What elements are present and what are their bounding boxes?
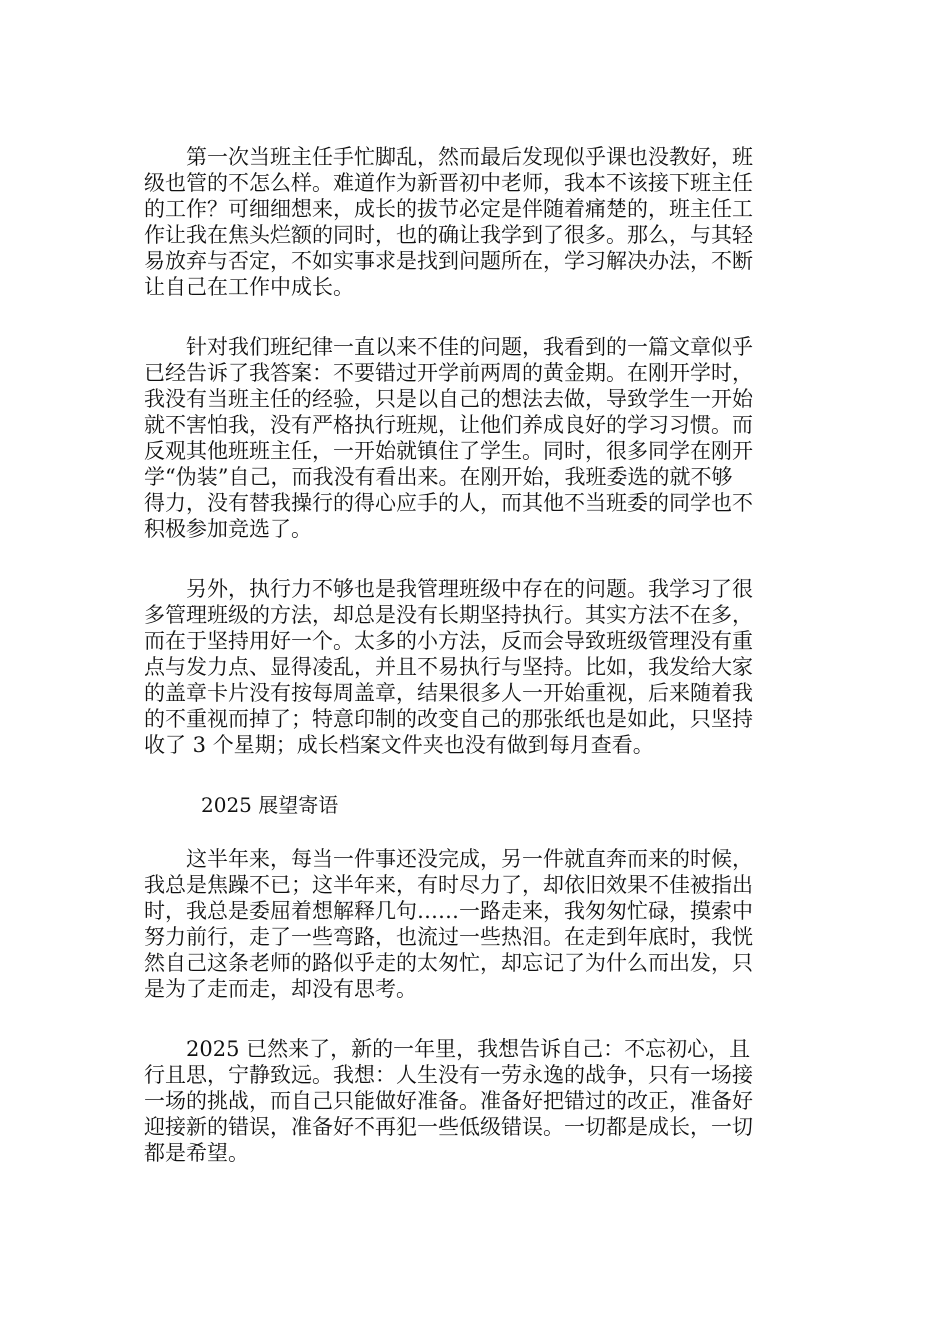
paragraph-line: 我没有当班主任的经验，只是以自己的想法去做，导致学生一开始 [144, 387, 753, 411]
paragraph-line: 都是希望。 [144, 1141, 249, 1165]
paragraph-line: 第一次当班主任手忙脚乱，然而最后发现似乎课也没教好，班 [186, 145, 753, 169]
paragraph-line: 就不害怕我，没有严格执行班规，让他们养成良好的学习习惯。而 [144, 413, 753, 437]
paragraph-line: 得力，没有替我操行的得心应手的人，而其他不当班委的同学也不 [144, 491, 753, 515]
paragraph-line: 是为了走而走，却没有思考。 [144, 977, 417, 1001]
paragraph-line: 而在于坚持用好一个。太多的小方法，反而会导致班级管理没有重 [144, 629, 753, 653]
paragraph-line: 时，我总是委屈着想解释几句……一路走来，我匆匆忙碌，摸索中 [144, 899, 753, 923]
paragraph-line: 级也管的不怎么样。难道作为新晋初中老师，我本不该接下班主任 [144, 171, 753, 195]
paragraph-line: 让自己在工作中成长。 [144, 275, 354, 299]
paragraph-line: 然自己这条老师的路似乎走的太匆忙，却忘记了为什么而出发，只 [144, 951, 753, 975]
paragraph-line: 多管理班级的方法，却总是没有长期坚持执行。其实方法不在多， [144, 603, 753, 627]
paragraph-line: 我总是焦躁不已；这半年来，有时尽力了，却依旧效果不佳被指出 [144, 873, 753, 897]
paragraph-line: 的工作？可细细想来，成长的拔节必定是伴随着痛楚的，班主任工 [144, 197, 753, 221]
paragraph-line: 学“伪装”自己，而我没有看出来。在刚开始，我班委选的就不够 [144, 465, 733, 489]
paragraph-2 [144, 334, 808, 542]
paragraph-line: 的不重视而掉了；特意印制的改变自己的那张纸也是如此，只坚持 [144, 707, 753, 731]
paragraph-line: 的盖章卡片没有按每周盖章，结果很多人一开始重视，后来随着我 [144, 681, 753, 705]
paragraph-line: 针对我们班纪律一直以来不佳的问题，我看到的一篇文章似乎 [186, 335, 753, 359]
paragraph-line: 收了 3 个星期；成长档案文件夹也没有做到每月查看。 [144, 733, 654, 757]
paragraph-4 [144, 846, 808, 1002]
document-page [144, 144, 808, 1200]
paragraph-line: 已经告诉了我答案：不要错过开学前两周的黄金期。在刚开学时， [144, 361, 753, 385]
paragraph-line: 行且思，宁静致远。我想：人生没有一劳永逸的战争，只有一场接 [144, 1063, 753, 1087]
paragraph-line: 迎接新的错误，准备好不再犯一些低级错误。一切都是成长，一切 [144, 1115, 753, 1139]
paragraph-line: 积极参加竞选了。 [144, 517, 312, 541]
paragraph-3 [144, 576, 808, 758]
paragraph-line: 2025 已然来了，新的一年里，我想告诉自己：不忘初心，且 [186, 1037, 751, 1061]
paragraph-line: 点与发力点、显得凌乱，并且不易执行与坚持。比如，我发给大家 [144, 655, 753, 679]
paragraph-5 [144, 1036, 808, 1166]
paragraph-line: 作让我在焦头烂额的同时，也的确让我学到了很多。那么，与其轻 [144, 223, 753, 247]
paragraph-line: 另外，执行力不够也是我管理班级中存在的问题。我学习了很 [186, 577, 753, 601]
section-heading: 2025 展望寄语 [201, 793, 339, 817]
paragraph-line: 努力前行，走了一些弯路，也流过一些热泪。在走到年底时，我恍 [144, 925, 753, 949]
paragraph-line: 易放弃与否定，不如实事求是找到问题所在，学习解决办法，不断 [144, 249, 753, 273]
paragraph-line: 这半年来，每当一件事还没完成，另一件就直奔而来的时候， [186, 847, 753, 871]
paragraph-line: 一场的挑战，而自己只能做好准备。准备好把错过的改正，准备好 [144, 1089, 753, 1113]
paragraph-1 [144, 144, 808, 300]
paragraph-line: 反观其他班班主任，一开始就镇住了学生。同时，很多同学在刚开 [144, 439, 753, 463]
